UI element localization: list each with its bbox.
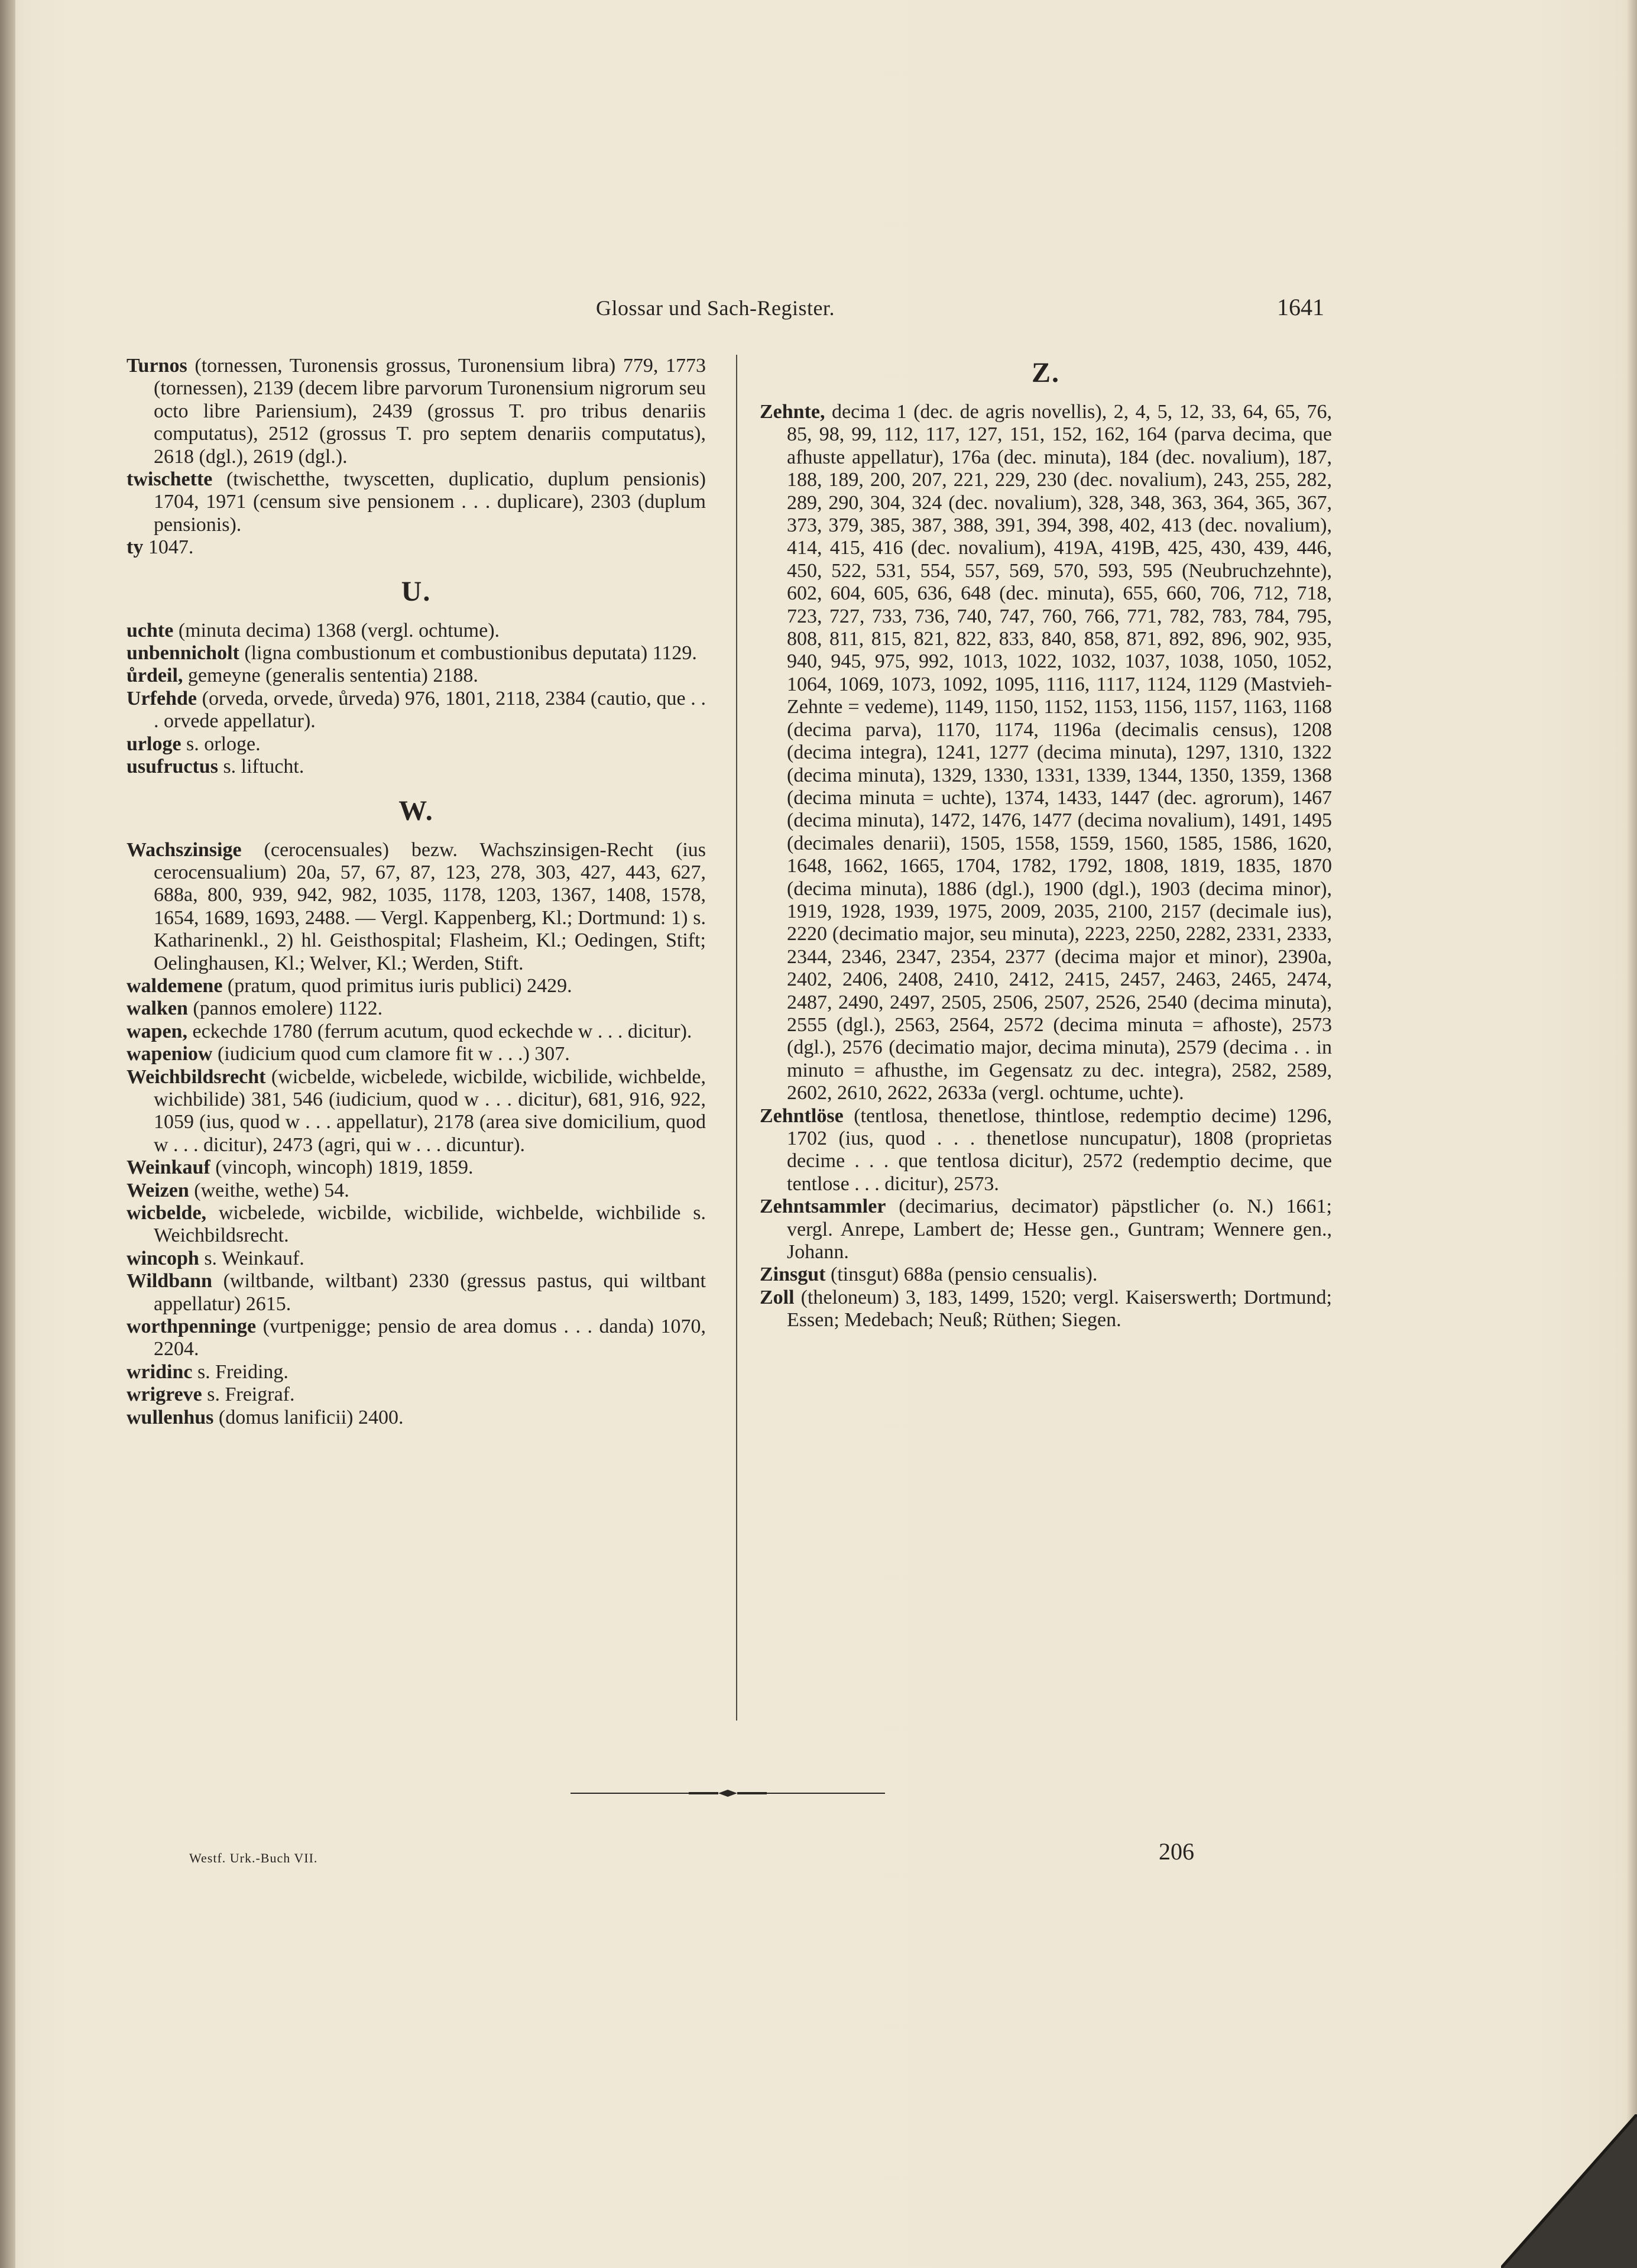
entry-wincoph: wincoph s. Weinkauf. (127, 1247, 304, 1269)
entry-wrigreve: wrigreve s. Freigraf. (127, 1384, 295, 1406)
entry-wapen: wapen, eckechde 1780 (ferrum acutum, quod eckechde w . . . dicitur). (127, 1020, 692, 1042)
entry-zehntsammler: Zehntsammler (decimarius, decimator) päpstlicher (o. N.) 1661; vergl. Anrepe, Lambert de; Hesse gen., Guntram; Wennere gen., Johann. (760, 1195, 1333, 1263)
book-spine (0, 0, 15, 2268)
entry-twischette: twischette (twischetthe, twyscetten, duplicatio, duplum pensionis) 1704, 1971 (censum sive pensionem . . . duplicare), 2303 (duplum pensionis). (127, 468, 706, 536)
entry-weinkauf: Weinkauf (vincoph, wincoph) 1819, 1859. (127, 1156, 474, 1179)
column-divider (736, 355, 737, 1721)
entry-weizen: Weizen (weithe, wethe) 54. (127, 1179, 349, 1201)
page-edge (1626, 0, 1637, 2268)
entry-wullenhus: wullenhus (domus lanificii) 2400. (127, 1406, 404, 1428)
page-header (585, 296, 1324, 331)
entry-usufructus: usufructus s. liftucht. (127, 756, 304, 778)
footer-source: Westf. Urk.-Buch VII. (189, 1851, 318, 1865)
entry-zoll: Zoll (theloneum) 3, 183, 1499, 1520; vergl. Kaiserswerth; Dortmund; Essen; Medebach; Neuß; Rüthen; Siegen. (760, 1286, 1333, 1331)
entry-wachszinsige: Wachszinsige (cerocensuales) bezw. Wachszinsigen-Recht (ius cerocensualium) 20a, 57, 67, 87, 123, 278, 303, 427, 443, 627, 688a, 800, 939, 942, 982, 1035, 1178, 1203, 1367, 1408, 1578, 1654, 1689, 1693, 2488. — Vergl. Kappenberg, Kl.; Dortmund: 1) s. Katharinenkl., 2) hl. Geisthospital; Flasheim, Kl.; Oedingen, Stift; Oelinghausen, Kl.; Welver, Kl.; Werden, Stift. (127, 838, 706, 974)
entry-urdeil: ůrdeil, gemeyne (generalis sententia) 2188. (127, 665, 478, 687)
entry-urfehde: Urfehde (orveda, orvede, ůrveda) 976, 1801, 2118, 2384 (cautio, que . . . orvede appellatur). (127, 687, 706, 733)
entry-zehntlose: Zehntlöse (tentlosa, thenetlose, thintlose, redemptio decime) 1296, 1702 (ius, quod . . . thenetlose nuncupatur), 1808 (proprietas decime . . . que tentlosa dicitur), 2572 (redemptio decime, que tentlose . . . dicitur), 2573. (760, 1104, 1333, 1195)
section-heading-z: Z. (1031, 357, 1060, 388)
entry-wridinc: wridinc s. Freiding. (127, 1360, 288, 1383)
page-number: 1641 (1277, 294, 1324, 320)
entry-ty: ty 1047. (127, 536, 194, 559)
running-title: Glossar und Sach-Register. (596, 296, 835, 320)
signature-number: 206 (1159, 1838, 1194, 1865)
entry-urloge: urloge s. orloge. (127, 733, 261, 755)
entry-wapeniow: wapeniow (iudicium quod cum clamore fit w . . .) 307. (127, 1043, 570, 1065)
entry-unbennicholt: unbennicholt (ligna combustionum et combustionibus deputata) 1129. (127, 642, 697, 665)
entry-wicbelde: wicbelde, wicbelede, wicbilde, wicbilide, wichbelde, wichbilide s. Weichbildsrecht. (127, 1202, 706, 1247)
entry-walken: walken (pannos emolere) 1122. (127, 997, 383, 1020)
entry-turnos: Turnos (tornessen, Turonensis grossus, Turonensium libra) 779, 1773 (tornessen), 2139 (decem libre parvorum Turonensium nigrorum seu octo libre Pariensium), 2439 (grossus T. pro tribus denariis computatus), 2512 (grossus T. pro septem denariis computatus), 2618 (dgl.), 2619 (dgl.). (127, 355, 706, 468)
section-heading-u: U. (401, 575, 432, 607)
right-column (760, 355, 1332, 1332)
end-ornament-rule (570, 1787, 885, 1800)
page-corner-fold (1501, 2114, 1637, 2268)
entry-wildbann: Wildbann (wiltbande, wiltbant) 2330 (gressus pastus, qui wiltbant appellatur) 2615. (127, 1270, 706, 1315)
entry-zinsgut: Zinsgut (tinsgut) 688a (pensio censualis). (760, 1263, 1098, 1286)
entry-weichbildsrecht: Weichbildsrecht (wicbelde, wicbelede, wicbilde, wicbilide, wichbelde, wichbilide) 381, 546 (iudicium, quod w . . . dicitur), 681, 916, 922, 1059 (ius, quod w . . . appellatur), 2178 (area sive domicilium, quod w . . . dicitur), 2473 (agri, qui w . . . dicuntur). (127, 1065, 706, 1156)
section-heading-w: W. (398, 795, 434, 827)
entry-waldemene: waldemene (pratum, quod primitus iuris publici) 2429. (127, 974, 572, 997)
left-column (127, 355, 706, 1429)
entry-worthpenninge: worthpenninge (vurtpenigge; pensio de area domus . . . danda) 1070, 2204. (127, 1316, 706, 1360)
entry-uchte: uchte (minuta decima) 1368 (vergl. ochtume). (127, 619, 500, 641)
entry-zehnte: Zehnte, decima 1 (dec. de agris novellis), 2, 4, 5, 12, 33, 64, 65, 76, 85, 98, 99, 112, 117, 127, 151, 152, 162, 164 (parva decima, que afhuste appellatur), 176a (dec. minuta), 184 (dec. novalium), 187, 188, 189, 200, 207, 221, 229, 230 (dec. novalium), 243, 255, 282, 289, 290, 304, 324 (dec. novalium), 328, 348, 363, 364, 365, 367, 373, 379, 385, 387, 388, 391, 394, 398, 402, 413 (dec. novalium), 414, 415, 416 (dec. novalium), 419A, 419B, 425, 430, 439, 446, 450, 522, 531, 554, 557, 569, 570, 593, 595 (Neubruchzehnte), 602, 604, 605, 636, 648 (dec. minuta), 655, 660, 706, 712, 718, 723, 727, 733, 736, 740, 747, 760, 766, 771, 782, 783, 784, 795, 808, 811, 815, 821, 822, 833, 840, 858, 871, 892, 896, 902, 935, 940, 945, 975, 992, 1013, 1022, 1032, 1037, 1038, 1050, 1052, 1064, 1069, 1073, 1092, 1095, 1116, 1117, 1124, 1129 (Mastvieh-Zehnte = vedeme), 1149, 1150, 1152, 1153, 1156, 1157, 1163, 1168 (decima parva), 1170, 1174, 1196a (decimalis census), 1208 (decima integra), 1241, 1277 (decima minuta), 1297, 1310, 1322 (decima minuta), 1329, 1330, 1331, 1339, 1344, 1350, 1359, 1368 (decima minuta = uchte), 1374, 1433, 1447 (dec. agrorum), 1467 (decima minuta), 1472, 1476, 1477 (decima novalium), 1491, 1495 (decimales denarii), 1505, 1558, 1559, 1560, 1585, 1586, 1620, 1648, 1662, 1665, 1704, 1782, 1792, 1808, 1819, 1835, 1870 (decima minuta), 1886 (dgl.), 1900 (dgl.), 1903 (decima minor), 1919, 1928, 1939, 1975, 2009, 2035, 2100, 2157 (decimale ius), 2220 (decimatio major, seu minuta), 2223, 2250, 2282, 2331, 2333, 2344, 2346, 2347, 2354, 2377 (decima major et minor), 2390a, 2402, 2406, 2408, 2410, 2412, 2415, 2457, 2463, 2465, 2474, 2487, 2490, 2497, 2505, 2506, 2507, 2526, 2540 (decima minuta), 2555 (dgl.), 2563, 2564, 2572 (decima minuta = afhoste), 2573 (dgl.), 2576 (decimatio major, decima minuta), 2579 (decima . . in minuto = afhusthe, im Gegensatz zu dec. integra), 2582, 2589, 2602, 2610, 2622, 2633a (vergl. ochtume, uchte). (760, 401, 1332, 1104)
